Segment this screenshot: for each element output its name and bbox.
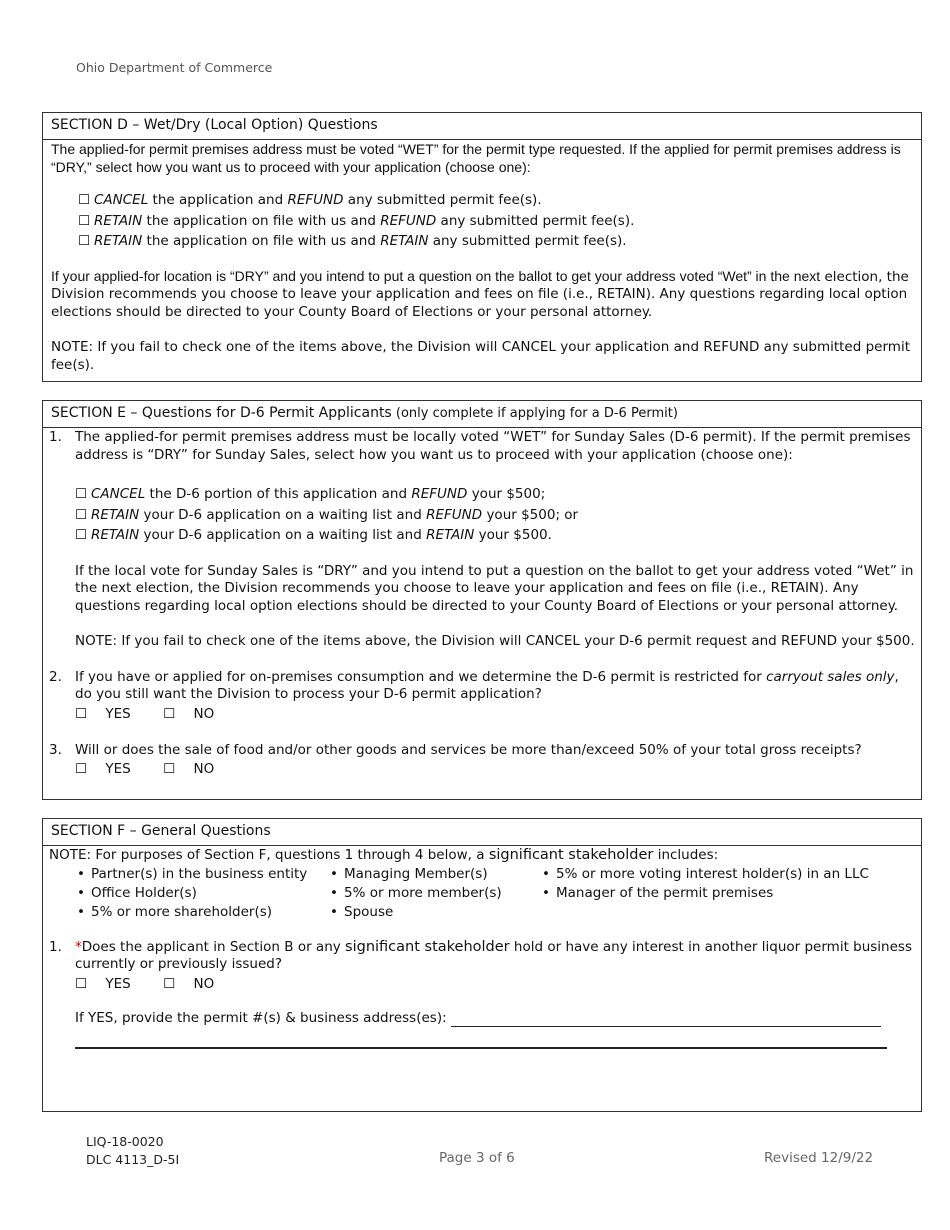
list-item: • 5% or more member(s) — [330, 884, 542, 903]
section-e-question-1: 1. The applied-for permit premises address must be locally voted “WET” for Sunday Sales (D-6 permit). If the permit premises address is “DRY” for Sunday Sales, select how you want us to proceed with your application (choose one): ☐ CANCEL the D-6 portion of this application and REFUND your $500; ☐ RETAIN your D-6 application on a waiting list and REFUND your $500; or ☐ RETAIN your D-6 application on a waiting list and RETAIN your $500. If the local vote for Sunday Sales is “DRY” and you intend to put a question on the ballot to get your address voted “Wet” in the next election, the Division recommends you choose to leave your application and fees on file (i.e., RETAIN). Any questions regarding local option elections should be directed to your County Board of Elections or your personal attorney. NOTE: If you fail to check one of the items above, the Division will CANCEL your D-6 permit request and REFUND your $500. — [49, 429, 915, 649]
required-asterisk: * — [75, 938, 82, 955]
checkbox-icon[interactable]: ☐ — [75, 527, 88, 543]
section-d-option-cancel-refund[interactable]: ☐ CANCEL the application and REFUND any submitted permit fee(s). — [78, 190, 915, 211]
page-number: Page 3 of 6 — [439, 1150, 515, 1166]
section-e-q2-answers — [75, 704, 915, 724]
permit-address-input[interactable] — [451, 1012, 881, 1027]
checkbox-icon[interactable]: ☐ — [78, 192, 91, 208]
revised-date: Revised 12/9/22 — [764, 1150, 874, 1166]
list-item: • 5% or more shareholder(s) — [77, 903, 330, 922]
section-e-option-cancel-refund[interactable]: ☐ CANCEL the D-6 portion of this application and REFUND your $500; — [75, 484, 915, 505]
list-item: • Spouse — [330, 903, 542, 922]
agency-name: Ohio Department of Commerce — [76, 60, 273, 75]
section-d-title: SECTION D – Wet/Dry (Local Option) Questions — [43, 113, 921, 140]
no-checkbox[interactable]: ☐ NO — [163, 705, 215, 722]
dlc-number: DLC 4113_D-5I — [86, 1152, 180, 1167]
no-checkbox[interactable]: ☐ NO — [163, 761, 215, 777]
section-d-paragraph: If your applied-for location is “DRY” and you intend to put a question on the ballot to get your address voted “Wet” in the next election, the Division recommends you choose to leave your application and fees on file (i.e., RETAIN). Any questions regarding local option elections should be directed to your County Board of Elections or your personal attorney. — [51, 267, 909, 320]
permit-address-row: If YES, provide the permit #(s) & business address(es): — [75, 1010, 915, 1028]
form-id: LIQ-18-0020 — [86, 1134, 164, 1149]
permit-address-input-line-2[interactable] — [75, 1047, 887, 1049]
section-f-title: SECTION F – General Questions — [43, 819, 921, 846]
section-f-question-1: 1. *Does the applicant in Section B or any significant stakeholder hold or have any interest in another liquor permit business currently or previously issued? ☐ YES ☐ NO If YES, provide the permit #(s) & business address(es): — [49, 939, 915, 1050]
list-item: • 5% or more voting interest holder(s) in an LLC — [542, 865, 869, 884]
stakeholder-list — [77, 865, 915, 922]
section-d-intro: The applied-for permit premises address must be voted “WET” for the permit type requested. If the applied for permit premises address is “DRY,” select how you want us to proceed with your application (choose one): — [51, 141, 901, 175]
section-d-note: NOTE: If you fail to check one of the items above, the Division will CANCEL your application and REFUND any submitted permit fee(s). — [51, 339, 910, 373]
yes-checkbox[interactable]: ☐ YES — [75, 705, 131, 722]
section-e — [42, 400, 922, 800]
checkbox-icon[interactable]: ☐ — [78, 233, 91, 249]
section-e-question-2: 2. If you have or applied for on-premises consumption and we determine the D-6 permit is restricted for carryout sales only, do you still want the Division to process your D-6 permit application? ☐ YES ☐ NO — [49, 669, 915, 724]
section-d-option-retain-retain[interactable]: ☐ RETAIN the application on file with us and RETAIN any submitted permit fee(s). — [78, 231, 915, 252]
section-d — [42, 112, 922, 382]
section-e-option-retain-retain[interactable]: ☐ RETAIN your D-6 application on a waiting list and RETAIN your $500. — [75, 525, 915, 546]
section-f-note: NOTE: For purposes of Section F, questions 1 through 4 below, a significant stakeholder includes: — [49, 847, 719, 863]
list-item: • Office Holder(s) — [77, 884, 330, 903]
no-checkbox[interactable]: ☐ NO — [163, 975, 215, 992]
checkbox-icon[interactable]: ☐ — [75, 506, 88, 523]
section-e-title: SECTION E – Questions for D-6 Permit Applicants (only complete if applying for a D-6 Permit) — [43, 401, 921, 428]
section-e-q3-answers — [75, 759, 915, 779]
yes-checkbox[interactable]: ☐ YES — [75, 975, 131, 992]
section-f-q1-answers — [75, 974, 915, 994]
section-e-question-3: 3. Will or does the sale of food and/or other goods and services be more than/exceed 50% of your total gross receipts? ☐ YES ☐ NO — [49, 742, 915, 780]
checkbox-icon[interactable]: ☐ — [78, 212, 91, 229]
section-e-q1-note: NOTE: If you fail to check one of the items above, the Division will CANCEL your D-6 permit request and REFUND your $500. — [75, 633, 915, 649]
section-f — [42, 818, 922, 1112]
list-item: • Manager of the permit premises — [542, 884, 869, 903]
list-item: • Partner(s) in the business entity — [77, 865, 330, 884]
section-e-option-retain-refund[interactable]: ☐ RETAIN your D-6 application on a waiting list and REFUND your $500; or — [75, 505, 915, 526]
list-item: • Managing Member(s) — [330, 865, 542, 884]
section-e-q1-paragraph: If the local vote for Sunday Sales is “DRY” and you intend to put a question on the ballot to get your address voted “Wet” in the next election, the Division recommends you choose to leave your application and fees on file (i.e., RETAIN). Any questions regarding local option elections should be directed to your County Board of Elections or your personal attorney. — [75, 562, 914, 614]
section-d-option-retain-refund[interactable]: ☐ RETAIN the application on file with us and REFUND any submitted permit fee(s). — [78, 211, 915, 232]
yes-checkbox[interactable]: ☐ YES — [75, 761, 131, 777]
checkbox-icon[interactable]: ☐ — [75, 486, 88, 502]
